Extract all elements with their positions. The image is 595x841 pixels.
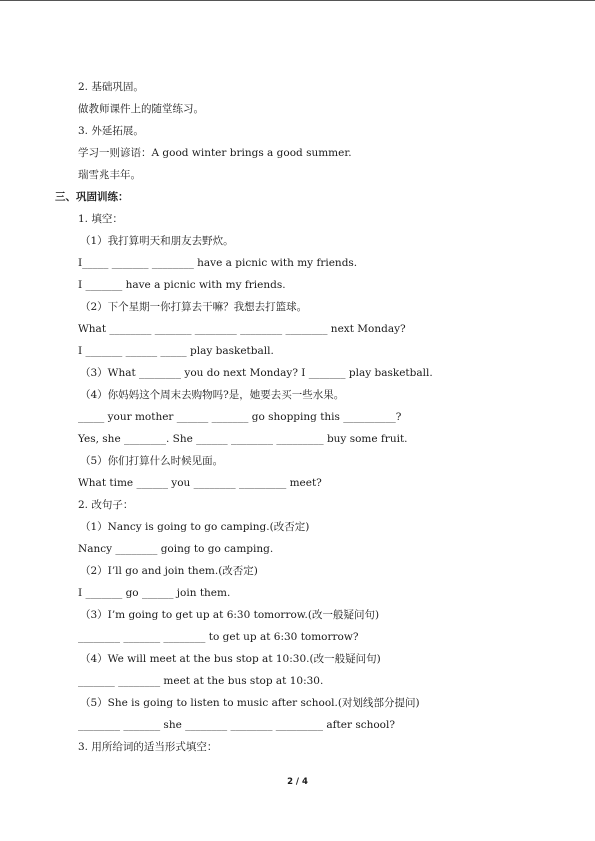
- question-line: （1）Nancy is going to go camping.(改否定): [80, 521, 310, 533]
- answer-line: I _______ ______ _____ play basketball.: [78, 345, 274, 357]
- exercise-rewrite: 2. 改句子：: [78, 499, 134, 511]
- answer-line: I _______ go ______ join them.: [78, 587, 231, 599]
- answer-line: ________ _______ she ________ ________ _________ after school?: [78, 719, 395, 731]
- answer-line: ________ _______ ________ to get up at 6:30 tomorrow?: [78, 631, 359, 643]
- question-line: （3）What ________ you do next Monday? I _______ play basketball.: [80, 367, 433, 379]
- item-basic-consolidation: 2. 基础巩固。: [78, 81, 144, 93]
- answer-line: What ________ _______ ________ ________ ________ next Monday?: [78, 323, 406, 335]
- answer-line: Yes, she ________. She ______ ________ _________ buy some fruit.: [78, 433, 408, 445]
- question-line: （2）I’ll go and join them.(改否定): [80, 565, 258, 577]
- exercise-fill-blank: 1. 填空：: [78, 213, 123, 225]
- answer-line: _____ your mother ______ _______ go shopping this __________?: [78, 411, 402, 423]
- answer-line: What time ______ you ________ _________ meet?: [78, 477, 322, 489]
- answer-line: Nancy ________ going to go camping.: [78, 543, 274, 555]
- question-line: （1）我打算明天和朋友去野炊。: [80, 235, 234, 247]
- answer-line: I_____ _______ ________ have a picnic with my friends.: [78, 257, 358, 269]
- page-number: 2 / 4: [287, 777, 308, 787]
- question-line: （5）She is going to listen to music after school.(对划线部分提问): [80, 697, 420, 709]
- page-top-rule: [0, 0, 595, 1]
- answer-line: I _______ have a picnic with my friends.: [78, 279, 286, 291]
- question-line: （2）下个星期一你打算去干嘛？我想去打篮球。: [80, 301, 308, 313]
- question-line: （5）你们打算什么时候见面。: [80, 455, 224, 467]
- item-text: 做教师课件上的随堂练习。: [78, 103, 204, 115]
- answer-line: _______ ________ meet at the bus stop at 10:30.: [78, 675, 324, 687]
- question-line: （3）I’m going to get up at 6:30 tomorrow.(改一般疑问句): [80, 609, 380, 621]
- question-line: （4）We will meet at the bus stop at 10:30.(改一般疑问句): [80, 653, 381, 665]
- proverb-translation: 瑞雪兆丰年。: [78, 169, 141, 181]
- proverb-line: 学习一则谚语：A good winter brings a good summer.: [78, 147, 352, 159]
- exercise-word-forms: 3. 用所给词的适当形式填空：: [78, 741, 218, 753]
- question-line: （4）你妈妈这个周末去购物吗?是，她要去买一些水果。: [80, 389, 345, 401]
- item-extension: 3. 外延拓展。: [78, 125, 144, 137]
- section-heading: 三、巩固训练：: [55, 191, 129, 203]
